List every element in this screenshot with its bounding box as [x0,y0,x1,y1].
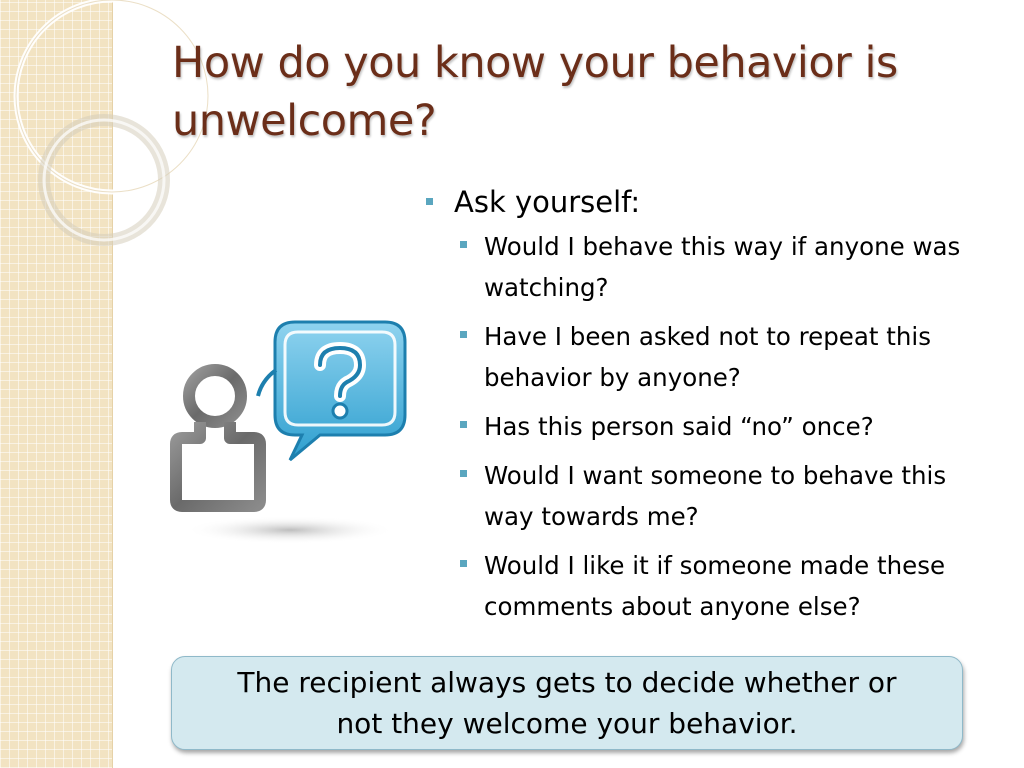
list-item [422,226,964,308]
question-text: Has this person said “no” once? [484,412,874,441]
square-bullet-icon [460,331,467,338]
square-bullet-icon [460,560,467,567]
question-text: Would I behave this way if anyone was watching? [484,232,961,302]
person-question-bubble-icon [170,310,410,550]
ask-yourself-bullet [422,182,1012,222]
square-bullet-icon [460,470,467,477]
square-bullet-icon [426,198,433,205]
question-list [422,182,1012,635]
sub-bullets [422,226,1012,627]
callout-text: The recipient always gets to decide whether or not they welcome your behavior. [237,666,897,740]
list-item [422,545,964,627]
callout-box [171,656,963,750]
slide-title: How do you know your behavior is unwelcome? [172,38,898,146]
list-item [422,455,964,537]
list-item [422,316,964,398]
square-bullet-icon [460,241,467,248]
list-item [422,406,964,447]
square-bullet-icon [460,421,467,428]
question-text: Would I want someone to behave this way towards me? [484,461,947,531]
question-text: Have I been asked not to repeat this behavior by anyone? [484,322,931,392]
concentric-circles-decoration [0,0,200,260]
ask-yourself-label: Ask yourself: [454,185,641,219]
question-text: Would I like it if someone made these comments about anyone else? [484,551,946,621]
